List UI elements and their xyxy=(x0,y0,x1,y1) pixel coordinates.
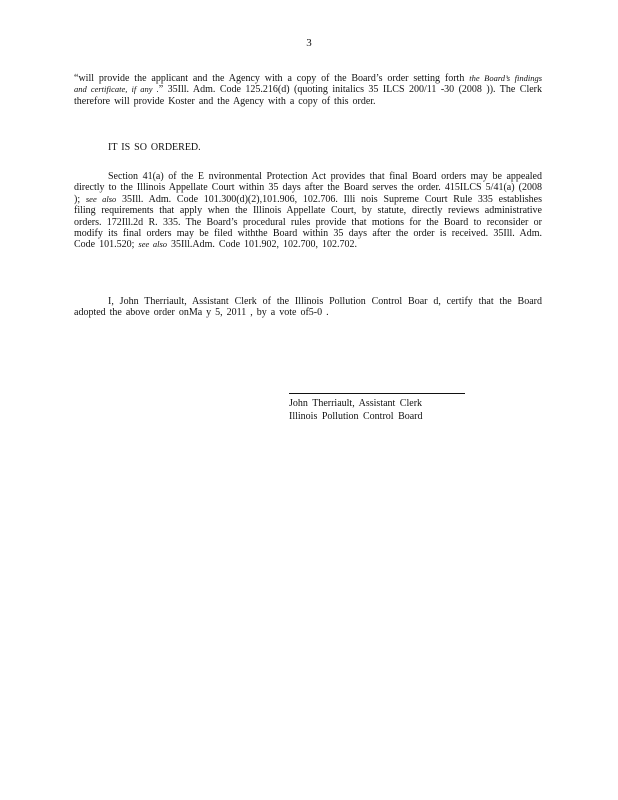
order-service-lead: “will provide the applicant and the Agency with a copy of the Board’s order setting forth xyxy=(74,73,465,84)
order-service-tail: ” 35Ill. Adm. Code 125.216(d) (quoting initalics 35 ILCS 200/11 -30 (2008 )). The Clerk therefore will provide Koster and the Agency with a copy of this order. xyxy=(74,84,543,107)
signature-block xyxy=(289,397,509,423)
appeal-rights-part2: 35Ill. Adm. Code 101.300(d)(2),101.906, 102.706. Illi nois Supreme Court Rule 335 establishes filing requirements that apply when the Illinois Appellate Court, by statute, directly reviews administrative orders. 172Ill.2d R. 335. The Board’s procedural rules provide that motions for the Board to reconsider or modify its final orders may be filed withthe Board within 35 days after the order is received. 35Ill. Adm. Code 101.520; xyxy=(74,193,543,251)
order-service-italic: the Board’s findings and certificate, if any . xyxy=(74,73,543,95)
signer-organization: Illinois Pollution Control Board xyxy=(289,411,423,422)
see-also-2: see also xyxy=(138,239,168,250)
certification-paragraph: I, John Therriault, Assistant Clerk of the Illinois Pollution Control Boar d, certify that the Board adopted the above order onMa y 5, 2011 , by a vote of5-0 . xyxy=(74,296,542,319)
appeal-rights-part3: 35Ill.Adm. Code 101.902, 102.700, 102.702. xyxy=(171,239,358,251)
so-ordered-line: IT IS SO ORDERED. xyxy=(108,142,201,153)
appeal-rights-part1: Section 41(a) of the E nvironmental Protection Act provides that final Board orders may be appealed directly to the Illinois Appellate Court within 35 days after the Board serves the order. 415ILCS 5/41(a) (2008 ); xyxy=(74,171,542,205)
see-also-1: see also xyxy=(85,193,117,204)
page-number: 3 xyxy=(306,37,312,49)
appeal-rights-paragraph xyxy=(74,171,542,251)
order-service-paragraph xyxy=(74,73,542,107)
signature-line xyxy=(289,393,465,394)
signer-name-title: John Therriault, Assistant Clerk xyxy=(289,398,423,409)
